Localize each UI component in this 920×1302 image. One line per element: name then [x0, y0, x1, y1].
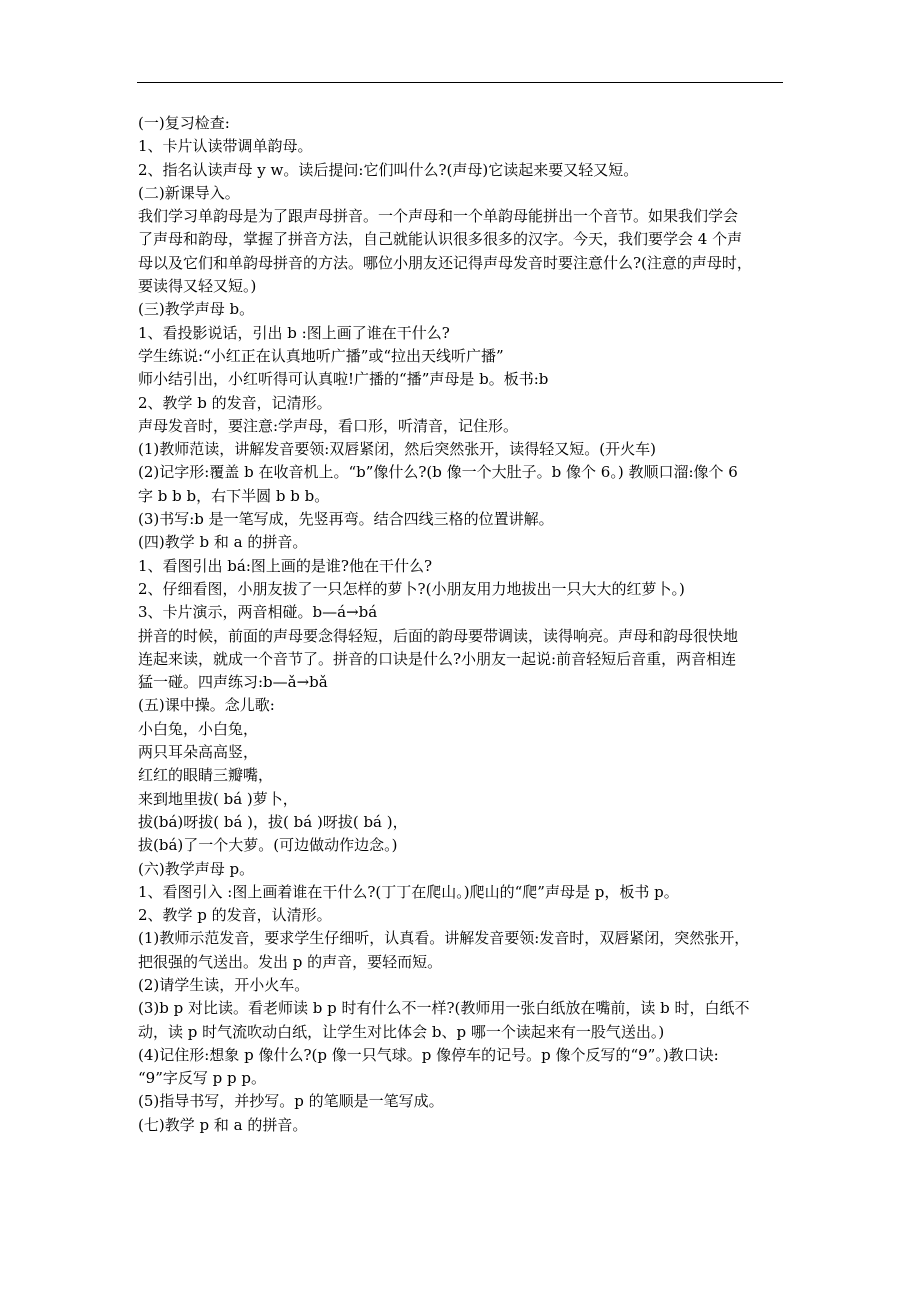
paragraph-line: “9”字反写 p p p。 [138, 1069, 266, 1088]
paragraph-line: 师小结引出，小红听得可认真啦!广播的“播”声母是 b。板书:b [138, 370, 549, 389]
section-heading-review: (一)复习检查: [138, 114, 230, 132]
rhyme-line: 两只耳朵高高竖， [138, 743, 259, 762]
paragraph-line: 连起来读，就成一个音节了。拼音的口诀是什么?小朋友一起说:前音轻短后音重，两音相连 [138, 649, 737, 668]
paragraph-line: 了声母和韵母，掌握了拼音方法，自己就能认识很多很多的汉字。今天，我们要学会 4 个声 [138, 230, 743, 249]
document-body [138, 112, 788, 1137]
paragraph-line: 2、教学 b 的发音，记清形。 [138, 393, 332, 412]
paragraph-line: 声母发音时，要注意:学声母，看口形，听清音，记住形。 [138, 416, 519, 435]
paragraph-line: (1)教师范读，讲解发音要领:双唇紧闭，然后突然张开，读得轻又短。(开火车) [138, 440, 657, 459]
rhyme-line: 红红的眼睛三瓣嘴， [138, 766, 274, 785]
section-heading-ba: (四)教学 b 和 a 的拼音。 [138, 533, 308, 552]
paragraph-line: 2、指名认读声母 y w。读后提问:它们叫什么?(声母)它读起来要又轻又短。 [138, 160, 639, 179]
paragraph-line: (1)教师示范发音，要求学生仔细听，认真看。讲解发音要领:发音时，双唇紧闭，突然张开， [138, 929, 750, 948]
section-heading-intro: (二)新课导入。 [138, 183, 240, 202]
paragraph-line: 我们学习单韵母是为了跟声母拼音。一个声母和一个单韵母能拼出一个音节。如果我们学会 [138, 207, 739, 226]
paragraph-line: 要读得又轻又短。) [138, 277, 257, 296]
paragraph-line: (3)书写:b 是一笔写成，先竖再弯。结合四线三格的位置讲解。 [138, 510, 554, 529]
paragraph-line: 母以及它们和单韵母拼音的方法。哪位小朋友还记得声母发音时要注意什么?(注意的声母时， [138, 253, 752, 272]
paragraph-line: 1、卡片认读带调单韵母。 [138, 137, 313, 156]
paragraph-line: 2、仔细看图，小朋友拔了一只怎样的萝卜?(小朋友用力地拔出一只大大的红萝卜。) [138, 579, 685, 598]
section-heading-pa: (七)教学 p 和 a 的拼音。 [138, 1115, 308, 1134]
paragraph-line: 把很强的气送出。发出 p 的声音，要轻而短。 [138, 952, 443, 971]
paragraph-line: 1、看投影说话，引出 b :图上画了谁在干什么? [138, 323, 450, 342]
paragraph-line: 学生练说:“小红正在认真地听广播”或“拉出天线听广播” [138, 346, 504, 365]
paragraph-line: 3、卡片演示，两音相碰。b—á→bá [138, 603, 378, 622]
paragraph-line: (4)记住形:想象 p 像什么?(p 像一只气球。p 像停车的记号。p 像个反写的“9”。)教口诀: [138, 1045, 719, 1064]
rhyme-line: 拔(bá)呀拔( bá )，拔( bá )呀拔( bá )， [138, 812, 408, 831]
paragraph-line: 2、教学 p 的发音，认清形。 [138, 906, 332, 925]
paragraph-line: (3)b p 对比读。看老师读 b p 时有什么不一样?(教师用一张白纸放在嘴前，读 b 时，白纸不 [138, 999, 750, 1018]
paragraph-line: 动，读 p 时气流吹动白纸，让学生对比体会 b、p 哪一个读起来有一股气送出。) [138, 1022, 665, 1041]
header-rule [137, 82, 783, 83]
paragraph-line: 猛一碰。四声练习:b—ǎ→bǎ [138, 673, 328, 692]
paragraph-line: (5)指导书写，并抄写。p 的笔顺是一笔写成。 [138, 1092, 444, 1111]
rhyme-line: 小白兔，小白兔， [138, 719, 259, 738]
section-heading-b: (三)教学声母 b。 [138, 300, 255, 319]
paragraph-line: 1、看图引入 :图上画着谁在干什么?(丁丁在爬山。)爬山的“爬”声母是 p，板书 p。 [138, 882, 679, 901]
paragraph-line: (2)请学生读，开小火车。 [138, 975, 310, 994]
paragraph-line: 拼音的时候，前面的声母要念得轻短，后面的韵母要带调读，读得响亮。声母和韵母很快地 [138, 626, 739, 645]
section-heading-exercise: (五)课中操。念儿歌: [138, 696, 275, 715]
paragraph-line: 字 b b b，右下半圆 b b b。 [138, 486, 330, 505]
paragraph-line: 1、看图引出 bá:图上画的是谁?他在干什么? [138, 556, 432, 575]
paragraph-line: (2)记字形:覆盖 b 在收音机上。“b”像什么?(b 像一个大肚子。b 像个 6。) 教顺口溜:像个 6 [138, 463, 738, 482]
section-heading-p: (六)教学声母 p。 [138, 859, 255, 878]
rhyme-line: 拔(bá)了一个大萝。(可边做动作边念。) [138, 836, 398, 855]
rhyme-line: 来到地里拔( bá )萝卜， [138, 789, 298, 808]
